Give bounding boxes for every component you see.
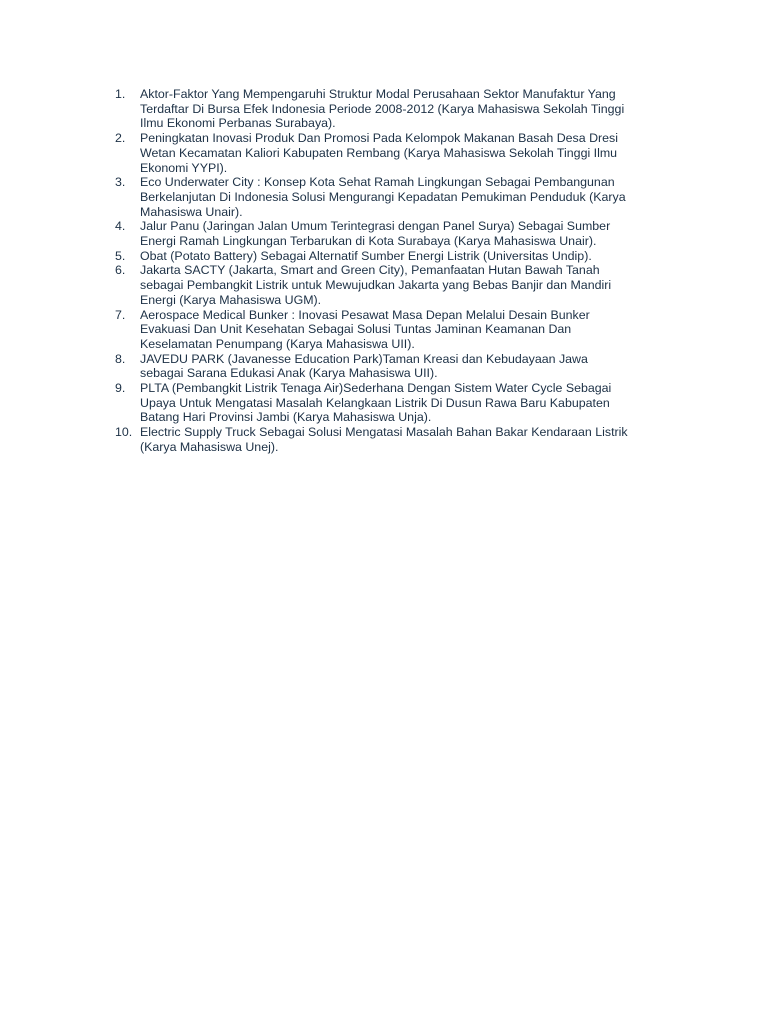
list-item-number: 9. [115,381,126,396]
list-item-line: Energi Ramah Lingkungan Terbarukan di Kota Surabaya (Karya Mahasiswa Unair). [140,234,597,249]
list-item-line: Keselamatan Penumpang (Karya Mahasiswa UII). [140,336,415,351]
list-item-line: Mahasiswa Unair). [140,204,243,219]
numbered-list [0,87,768,455]
list-item-line: Aerospace Medical Bunker : Inovasi Pesawat Masa Depan Melalui Desain Bunker [140,307,590,322]
list-item-line: Batang Hari Provinsi Jambi (Karya Mahasiswa Unja). [140,410,432,425]
list-item [0,131,768,175]
list-item-text [140,308,678,352]
list-item [0,219,768,248]
list-item-line: Upaya Untuk Mengatasi Masalah Kelangkaan Listrik Di Dusun Rawa Baru Kabupaten [140,395,610,410]
list-item-number: 6. [115,263,126,278]
list-item-line: Berkelanjutan Di Indonesia Solusi Mengurangi Kepadatan Pemukiman Penduduk (Karya [140,189,626,204]
list-item-text [140,425,678,454]
list-item-number: 5. [115,248,126,263]
list-item-text [140,263,678,307]
list-item-line: sebagai Pembangkit Listrik untuk Mewujudkan Jakarta yang Bebas Banjir dan Mandiri [140,278,612,293]
list-item [0,87,768,131]
list-item [0,308,768,352]
list-item-number: 4. [115,219,126,234]
list-item-line: (Karya Mahasiswa Unej). [140,439,279,454]
list-item-line: Terdaftar Di Bursa Efek Indonesia Periode 2008-2012 (Karya Mahasiswa Sekolah Tinggi [140,101,625,116]
list-item [0,249,768,264]
list-item-number: 10. [115,425,133,440]
list-item-line: Obat (Potato Battery) Sebagai Alternatif Sumber Energi Listrik (Universitas Undip). [140,248,592,263]
list-item-number: 7. [115,307,126,322]
list-item-text [140,87,678,131]
list-item-line: Energi (Karya Mahasiswa UGM). [140,292,322,307]
list-item-line: Ilmu Ekonomi Perbanas Surabaya). [140,116,336,131]
list-item-text [140,131,678,175]
list-item-line: Wetan Kecamatan Kaliori Kabupaten Rembang (Karya Mahasiswa Sekolah Tinggi Ilmu [140,145,618,160]
list-item [0,352,768,381]
list-item-text [140,381,678,425]
list-item-line: Electric Supply Truck Sebagai Solusi Mengatasi Masalah Bahan Bakar Kendaraan Listrik [140,425,628,440]
list-item-line: Peningkatan Inovasi Produk Dan Promosi Pada Kelompok Makanan Basah Desa Dresi [140,131,618,146]
list-item-number: 1. [115,87,126,101]
list-item-text [140,352,678,381]
list-item [0,175,768,219]
list-item [0,381,768,425]
list-item [0,425,768,454]
list-item-line: JAVEDU PARK (Javanesse Education Park)Taman Kreasi dan Kebudayaan Jawa [140,351,588,366]
list-item-number: 3. [115,175,126,190]
list-item-text [140,249,678,264]
list-item-line: PLTA (Pembangkit Listrik Tenaga Air)Sederhana Dengan Sistem Water Cycle Sebagai [140,381,612,396]
list-item-text [140,175,678,219]
list-item-line: Jalur Panu (Jaringan Jalan Umum Terintegrasi dengan Panel Surya) Sebagai Sumber [140,219,611,234]
list-item-text [140,219,678,248]
list-item-line: Aktor-Faktor Yang Mempengaruhi Struktur Modal Perusahaan Sektor Manufaktur Yang [140,87,616,101]
list-item-line: sebagai Sarana Edukasi Anak (Karya Mahasiswa UII). [140,366,438,381]
list-item-line: Evakuasi Dan Unit Kesehatan Sebagai Solusi Tuntas Jaminan Keamanan Dan [140,322,572,337]
list-item-number: 8. [115,351,126,366]
list-item-line: Ekonomi YYPI). [140,160,228,175]
list-item-number: 2. [115,131,126,146]
list-item-line: Eco Underwater City : Konsep Kota Sehat Ramah Lingkungan Sebagai Pembangunan [140,175,615,190]
list-item [0,263,768,307]
list-item-line: Jakarta SACTY (Jakarta, Smart and Green City), Pemanfaatan Hutan Bawah Tanah [140,263,600,278]
